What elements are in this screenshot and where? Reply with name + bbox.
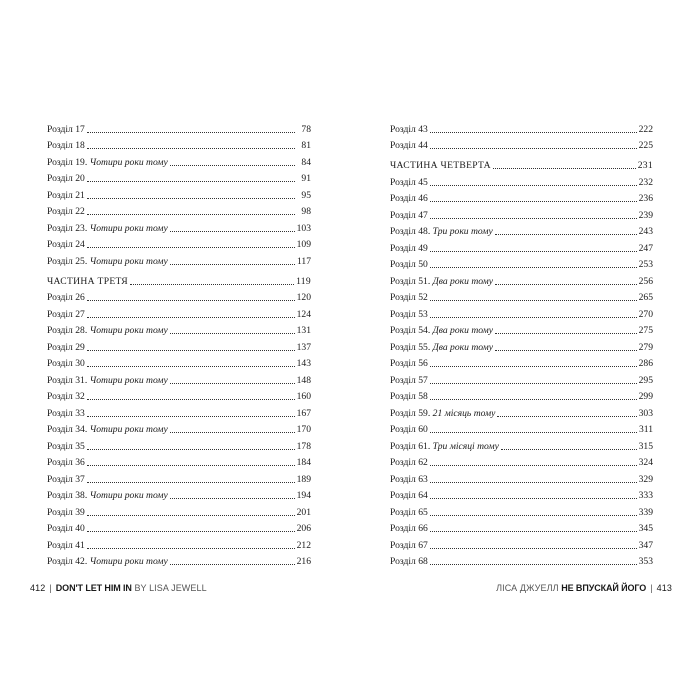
toc-entry-label [47,490,170,501]
toc-entry-title: Розділ 55. [390,341,433,353]
toc-entry-page: 315 [638,440,653,452]
toc-entry [390,419,653,436]
toc-entry-page: 194 [296,490,311,501]
toc-dot-leader [430,399,637,400]
toc-entry-label [47,375,170,386]
toc-entry-page: 333 [638,490,653,501]
toc-entry-title: Розділ 58 [390,391,428,402]
footer-separator: | [49,583,52,593]
toc-dot-leader [430,300,637,301]
toc-dot-leader [87,317,295,318]
toc-entry-title: Розділ 21 [47,189,85,201]
toc-entry-label [390,375,430,386]
toc-entry-title: Розділ 36 [47,457,85,468]
toc-dot-leader [87,482,295,483]
toc-entry-subtitle: Чотири роки тому [89,490,168,501]
toc-entry [47,353,311,370]
toc-entry-page: 119 [296,275,311,287]
toc-entry [47,151,311,168]
toc-entry-label [390,243,430,254]
toc-dot-leader [430,531,637,532]
toc-dot-leader [430,465,637,466]
toc-entry-subtitle: Чотири роки тому [89,222,168,234]
toc-entry [390,336,653,353]
toc-entry [390,534,653,551]
toc-dot-leader [87,247,295,248]
toc-dot-leader [430,432,637,433]
toc-dot-leader [497,416,636,417]
footer-right [496,583,672,593]
toc-entry-page: 95 [301,189,311,201]
toc-entry-title: Розділ 61. [390,440,433,452]
toc-entry-label [47,140,87,151]
toc-entry [390,221,653,238]
toc-entry-page: 239 [638,209,653,221]
toc-entry-title: Розділ 27 [47,308,85,320]
toc-dot-leader [130,284,294,285]
toc-entry-page: 78 [301,123,311,135]
toc-entry-title: Розділ 46 [390,193,428,204]
toc-entry-title: Розділ 39 [47,506,85,518]
toc-dot-leader [170,498,295,499]
toc-entry [47,287,311,304]
toc-entry [390,204,653,221]
toc-entry [390,188,653,205]
toc-entry-page: 120 [296,292,311,303]
toc-entry-label [47,173,87,184]
toc-entry [390,237,653,254]
toc-entry-label [47,441,87,452]
page-number-left: 412 [30,583,46,593]
toc-entry-label [47,206,87,217]
toc-entry [390,118,653,135]
toc-dot-leader [495,350,637,351]
toc-entry [390,435,653,452]
toc-entry [47,369,311,386]
toc-entry-page: 103 [296,222,311,234]
toc-entry-page: 167 [296,407,311,419]
toc-entry-label [47,391,87,402]
toc-dot-leader [430,498,637,499]
toc-entry-title: Розділ 22 [47,206,85,217]
toc-dot-leader [87,515,295,516]
toc-entry [390,353,653,370]
toc-entry-label [390,408,497,419]
toc-entry-title: ЧАСТИНА ТРЕТЯ [47,275,128,287]
toc-entry [47,501,311,518]
toc-entry-label [390,490,430,501]
toc-entry-title: Розділ 32 [47,391,85,402]
toc-entry [47,217,311,234]
toc-entry-label [390,391,430,402]
toc-entry-subtitle: 21 місяць тому [432,407,496,419]
toc-entry [47,518,311,535]
toc-entry-subtitle: Чотири роки тому [89,424,168,435]
toc-entry-title: Розділ 63 [390,473,428,485]
toc-entry-label [390,540,430,551]
toc-entry [47,234,311,251]
toc-entry [390,468,653,485]
toc-entry [390,402,653,419]
toc-entry-label [47,325,170,336]
book-title-en: DON'T LET HIM IN [55,583,132,593]
toc-entry-title: Розділ 37 [47,473,85,485]
toc-entry-page: 206 [296,523,311,534]
toc-dot-leader [87,214,295,215]
toc-dot-leader [430,132,637,133]
toc-entry-label [390,210,430,221]
toc-entry-label [47,523,87,534]
toc-entry-page: 232 [638,176,653,188]
toc-entry-title: Розділ 66 [390,523,428,534]
toc-left-page [47,118,311,567]
toc-entry-label [390,177,430,188]
toc-entry-subtitle: Чотири роки тому [89,325,168,336]
toc-entry [47,320,311,337]
toc-entry-title: Розділ 65 [390,506,428,518]
toc-entry-label [47,124,87,135]
toc-entry-title: Розділ 62 [390,457,428,468]
toc-right-page [390,118,653,567]
toc-entry-title: Розділ 17 [47,123,85,135]
toc-entry-page: 98 [301,206,311,217]
toc-entry-title: Розділ 44 [390,140,428,151]
toc-entry [390,171,653,188]
toc-dot-leader [87,548,295,549]
toc-entry-title: Розділ 47 [390,209,428,221]
toc-dot-leader [170,264,295,265]
toc-entry-title: Розділ 57 [390,374,428,386]
toc-entry-subtitle: Чотири роки тому [89,255,168,267]
toc-entry-page: 201 [296,506,311,518]
toc-entry-title: Розділ 45 [390,176,428,188]
toc-entry-label [390,259,430,270]
toc-dot-leader [170,231,295,232]
toc-entry-page: 243 [638,226,653,237]
toc-entry-title: Розділ 43 [390,123,428,135]
toc-entry-page: 275 [638,325,653,336]
toc-entry-page: 225 [638,140,653,151]
toc-entry [47,452,311,469]
toc-entry-label [390,140,430,151]
footer-separator: | [650,583,653,593]
toc-part-heading [47,267,311,287]
toc-entry-title: Розділ 28. [47,325,90,336]
toc-entry-label [390,124,430,135]
toc-entry-page: 91 [301,173,311,184]
toc-entry [390,320,653,337]
toc-entry-page: 347 [638,539,653,551]
toc-entry [47,551,311,568]
toc-entry-title: Розділ 42. [47,556,90,567]
toc-entry-label [47,358,87,369]
toc-dot-leader [430,251,637,252]
toc-entry [390,270,653,287]
toc-entry-label [390,226,495,237]
toc-entry-label [390,276,495,287]
toc-entry [390,501,653,518]
toc-entry-page: 256 [638,275,653,287]
toc-dot-leader [170,383,295,384]
toc-entry [47,184,311,201]
toc-entry-subtitle: Три місяці тому [432,440,499,452]
toc-entry-page: 178 [296,440,311,452]
toc-entry-label [47,239,87,250]
toc-entry-subtitle: Чотири роки тому [89,156,168,168]
toc-entry-page: 117 [296,255,311,267]
toc-entry-label [390,325,495,336]
toc-entry-title: Розділ 48. [390,226,433,237]
toc-dot-leader [430,267,637,268]
toc-entry-title: Розділ 68 [390,556,428,567]
toc-entry-title: Розділ 38. [47,490,90,501]
toc-entry-title: Розділ 64 [390,490,428,501]
toc-entry-label [390,292,430,303]
toc-entry [390,518,653,535]
toc-entry [47,402,311,419]
toc-entry [390,485,653,502]
toc-entry-page: 170 [296,424,311,435]
toc-entry-page: 109 [296,239,311,250]
toc-entry-page: 137 [296,341,311,353]
toc-entry-page: 216 [296,556,311,567]
toc-entry-label [390,457,430,468]
toc-entry-subtitle: Три роки тому [432,226,493,237]
toc-entry [390,551,653,568]
toc-entry-title: Розділ 26 [47,292,85,303]
toc-dot-leader [430,515,637,516]
toc-dot-leader [501,449,637,450]
toc-entry-label [47,540,87,551]
toc-entry-page: 84 [301,156,311,168]
toc-entry [47,386,311,403]
toc-entry-page: 184 [296,457,311,468]
toc-entry-page: 265 [638,292,653,303]
toc-entry-label [390,193,430,204]
toc-entry [47,485,311,502]
toc-dot-leader [87,531,295,532]
toc-entry-label [47,157,170,168]
toc-entry-title: Розділ 56 [390,358,428,369]
toc-entry-label [390,358,430,369]
toc-entry-title: Розділ 35 [47,440,85,452]
toc-entry-label [390,441,501,452]
toc-entry-label [390,523,430,534]
toc-dot-leader [495,234,637,235]
toc-entry-page: 148 [296,374,311,386]
author-en: BY LISA JEWELL [134,583,207,593]
toc-entry-title: Розділ 41 [47,539,85,551]
toc-entry-title: Розділ 54. [390,325,433,336]
toc-entry-title: Розділ 49 [390,242,428,254]
toc-entry-page: 324 [638,457,653,468]
toc-entry-page: 329 [638,473,653,485]
toc-entry-label [47,507,87,518]
toc-entry-title: Розділ 31. [47,374,90,386]
toc-entry-title: Розділ 29 [47,341,85,353]
toc-dot-leader [87,148,295,149]
toc-entry-title: Розділ 24 [47,239,85,250]
toc-entry [47,435,311,452]
toc-entry [47,250,311,267]
toc-entry-page: 231 [637,160,653,171]
toc-entry [47,534,311,551]
toc-entry [47,419,311,436]
toc-entry-label [47,556,170,567]
toc-dot-leader [495,284,637,285]
toc-dot-leader [87,198,295,199]
toc-entry-label [47,424,170,435]
toc-entry-page: 212 [296,539,311,551]
toc-entry-title: Розділ 30 [47,358,85,369]
toc-entry-page: 189 [296,473,311,485]
toc-entry [390,452,653,469]
toc-entry-title: Розділ 50 [390,259,428,270]
toc-entry-title: Розділ 18 [47,140,85,151]
toc-entry-title: Розділ 25. [47,255,90,267]
toc-entry-subtitle: Чотири роки тому [89,556,168,567]
toc-entry-page: 270 [638,308,653,320]
toc-dot-leader [430,185,637,186]
toc-dot-leader [87,132,295,133]
toc-entry-subtitle: Два роки тому [432,325,494,336]
toc-entry-page: 299 [638,391,653,402]
toc-part-heading [390,151,653,171]
toc-dot-leader [430,148,637,149]
toc-dot-leader [87,300,295,301]
toc-entry-title: Розділ 53 [390,308,428,320]
toc-entry-page: 236 [638,193,653,204]
toc-entry-page: 160 [296,391,311,402]
toc-entry-page: 303 [638,407,653,419]
toc-entry-label [47,342,87,353]
toc-dot-leader [87,449,295,450]
toc-entry-label [390,556,430,567]
toc-entry-label [47,276,130,287]
toc-entry [390,303,653,320]
toc-entry-page: 131 [296,325,311,336]
toc-entry-page: 81 [301,140,311,151]
toc-entry-page: 311 [638,424,653,435]
toc-entry [47,336,311,353]
toc-entry-title: Розділ 40 [47,523,85,534]
toc-entry [390,369,653,386]
toc-entry [390,135,653,152]
toc-dot-leader [430,548,637,549]
toc-entry-subtitle: Два роки тому [432,275,494,287]
toc-entry-subtitle: Два роки тому [432,341,494,353]
toc-entry-label [390,507,430,518]
toc-entry-title: Розділ 20 [47,173,85,184]
toc-dot-leader [430,218,637,219]
toc-dot-leader [495,333,637,334]
book-title-ua: НЕ ВПУСКАЙ ЙОГО [561,583,647,593]
page-number-right: 413 [656,583,672,593]
footer-left [30,583,207,593]
toc-entry-label [390,342,495,353]
toc-entry-label [390,474,430,485]
toc-dot-leader [87,366,295,367]
toc-dot-leader [87,416,295,417]
toc-entry-label [47,408,87,419]
toc-dot-leader [87,399,295,400]
toc-dot-leader [170,564,295,565]
toc-entry-label [47,457,87,468]
toc-entry-page: 353 [638,556,653,567]
toc-entry-page: 253 [638,259,653,270]
toc-entry-subtitle: Чотири роки тому [89,374,168,386]
toc-entry-title: Розділ 52 [390,292,428,303]
toc-entry-page: 286 [638,358,653,369]
toc-entry-title: Розділ 23. [47,222,90,234]
toc-entry-label [390,160,493,171]
toc-entry-label [47,309,87,320]
toc-dot-leader [430,317,637,318]
toc-dot-leader [87,181,295,182]
toc-entry-title: Розділ 33 [47,407,85,419]
toc-entry-label [47,223,170,234]
toc-dot-leader [430,366,637,367]
toc-entry [47,135,311,152]
toc-entry-page: 124 [296,308,311,320]
toc-entry [47,118,311,135]
toc-dot-leader [87,465,295,466]
toc-entry-title: Розділ 59. [390,407,433,419]
toc-entry [47,303,311,320]
toc-dot-leader [87,350,295,351]
toc-entry [390,254,653,271]
toc-entry-title: Розділ 51. [390,275,433,287]
toc-entry-label [390,309,430,320]
toc-dot-leader [430,564,637,565]
toc-dot-leader [430,201,637,202]
toc-entry [390,386,653,403]
toc-entry-label [47,474,87,485]
toc-dot-leader [430,383,637,384]
toc-entry-label [390,424,430,435]
toc-entry [390,287,653,304]
toc-entry [47,201,311,218]
toc-entry-title: Розділ 60 [390,424,428,435]
toc-entry [47,168,311,185]
author-ua: ЛІСА ДЖУЕЛЛ [496,583,559,593]
toc-entry-title: Розділ 19. [47,156,90,168]
toc-entry-page: 279 [638,341,653,353]
toc-dot-leader [170,333,295,334]
toc-entry [47,468,311,485]
toc-dot-leader [430,482,637,483]
toc-dot-leader [493,168,636,169]
toc-entry-page: 247 [638,242,653,254]
toc-entry-label [47,292,87,303]
toc-entry-page: 295 [638,374,653,386]
toc-entry-title: Розділ 34. [47,424,90,435]
toc-entry-page: 222 [638,123,653,135]
toc-entry-label [47,190,87,201]
toc-entry-page: 339 [638,506,653,518]
toc-entry-title: Розділ 67 [390,539,428,551]
toc-entry-title: ЧАСТИНА ЧЕТВЕРТА [390,160,491,171]
toc-entry-page: 345 [638,523,653,534]
toc-entry-page: 143 [296,358,311,369]
toc-dot-leader [170,432,295,433]
toc-entry-label [47,256,170,267]
toc-dot-leader [170,165,295,166]
